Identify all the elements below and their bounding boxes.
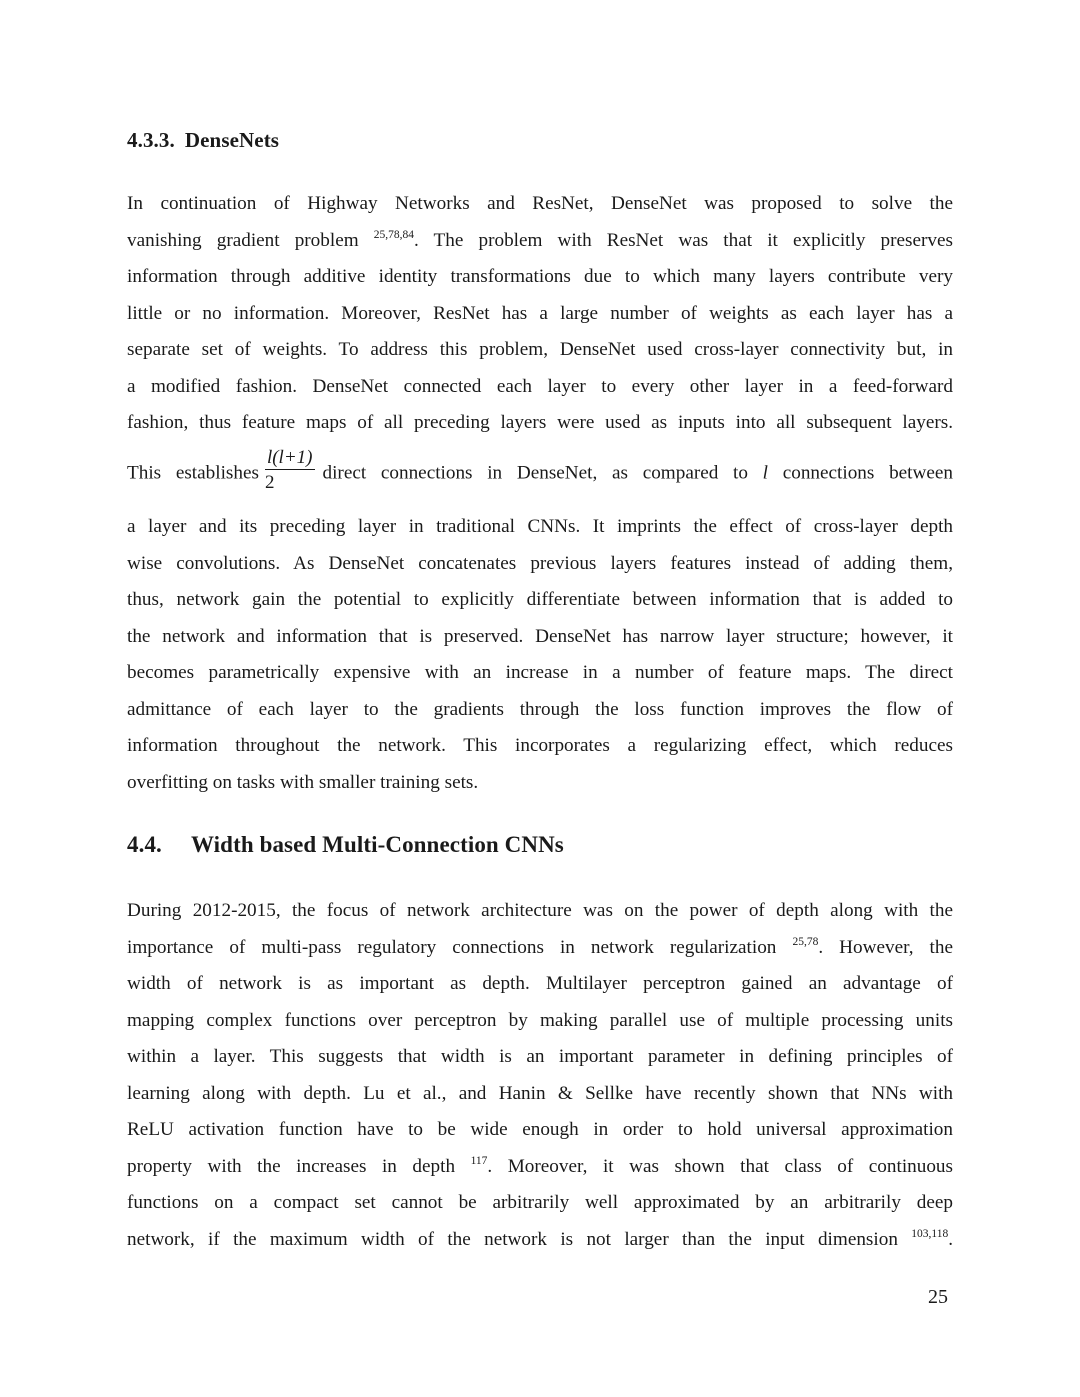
text-fragment: property with the increases in depth: [127, 1155, 456, 1177]
text-fragment: direct connections in DenseNet, as compared to: [322, 462, 748, 484]
text-fragment: connections between: [782, 462, 953, 484]
paragraph-densenet-continued: [127, 509, 953, 801]
text-fragment: .: [948, 1228, 954, 1250]
text-line: During 2012-2015, the focus of network architecture was on the power of depth along with the: [127, 900, 953, 921]
text-line: [127, 447, 953, 496]
text-line: wise convolutions. As DenseNet concatenates previous layers features instead of adding them,: [127, 552, 953, 574]
text-line: learning along with depth. Lu et al., and Hanin & Sellke have recently shown that NNs with: [127, 1082, 953, 1104]
text-line: overfitting on tasks with smaller training sets.: [127, 771, 479, 793]
text-line: information through additive identity transformations due to which many layers contribute very: [127, 266, 953, 287]
text-line: a modified fashion. DenseNet connected each layer to every other layer in a feed-forward: [127, 375, 953, 397]
fraction-formula: [265, 448, 315, 492]
text-fragment: . The problem with ResNet was that it explicitly preserves: [414, 229, 953, 251]
citation: 25,78,84: [373, 228, 414, 241]
text-fragment: importance of multi-pass regulatory connections in network regularization: [127, 936, 777, 958]
text-line: functions on a compact set cannot be arbitrarily well approximated by an arbitrarily deep: [127, 1192, 953, 1213]
text-line: In continuation of Highway Networks and ResNet, DenseNet was proposed to solve the: [127, 193, 953, 214]
section-heading-densenets: [127, 128, 279, 153]
citation: 117: [470, 1154, 488, 1167]
section-heading-width-based: [127, 832, 564, 858]
text-line: [127, 223, 953, 260]
section-number: 4.4.: [127, 832, 162, 857]
text-line: mapping complex functions over perceptron by making parallel use of multiple processing units: [127, 1009, 953, 1031]
text-fragment: network, if the maximum width of the network is not larger than the input dimension: [127, 1228, 898, 1250]
variable-l: l: [762, 462, 769, 484]
text-line: separate set of weights. To address this problem, DenseNet used cross-layer connectivity but, in: [127, 339, 953, 360]
page-number: 25: [928, 1286, 948, 1308]
text-line: [127, 930, 953, 967]
citation: 25,78: [792, 935, 819, 948]
fraction-numerator: l(l+1): [266, 447, 313, 468]
formula-line: [127, 447, 953, 496]
text-fragment: vanishing gradient problem: [127, 229, 359, 251]
citation: 103,118: [911, 1227, 949, 1240]
text-line: a layer and its preceding layer in traditional CNNs. It imprints the effect of cross-layer depth: [127, 516, 953, 537]
text-fragment: . Moreover, it was shown that class of continuous: [487, 1155, 953, 1177]
text-line: information throughout the network. This incorporates a regularizing effect, which reduces: [127, 735, 953, 756]
text-line: ReLU activation function have to be wide enough in order to hold universal approximation: [127, 1119, 953, 1140]
fraction-denominator: 2: [264, 472, 275, 493]
text-line: width of network is as important as depth. Multilayer perceptron gained an advantage of: [127, 973, 953, 994]
text-line: within a layer. This suggests that width is an important parameter in defining principles of: [127, 1046, 953, 1067]
text-line: the network and information that is preserved. DenseNet has narrow layer structure; however, it: [127, 625, 953, 647]
section-title: DenseNets: [184, 128, 280, 152]
text-line: fashion, thus feature maps of all preceding layers were used as inputs into all subsequent layers.: [127, 412, 953, 433]
paragraph-densenet-intro: [127, 186, 953, 442]
text-line: thus, network gain the potential to explicitly differentiate between information that is added to: [127, 589, 953, 610]
text-line: becomes parametrically expensive with an increase in a number of feature maps. The direct: [127, 662, 953, 683]
section-title: Width based Multi-Connection CNNs: [191, 832, 564, 857]
section-number: 4.3.3.: [127, 128, 175, 152]
text-line: [127, 1149, 953, 1186]
text-line: little or no information. Moreover, ResNet has a large number of weights as each layer has a: [127, 302, 953, 324]
paragraph-width-based: [127, 893, 953, 1258]
text-fragment: This establishes: [127, 462, 259, 484]
text-fragment: . However, the: [818, 936, 953, 958]
text-line: [127, 1222, 953, 1259]
text-line: admittance of each layer to the gradients through the loss function improves the flow of: [127, 698, 953, 720]
